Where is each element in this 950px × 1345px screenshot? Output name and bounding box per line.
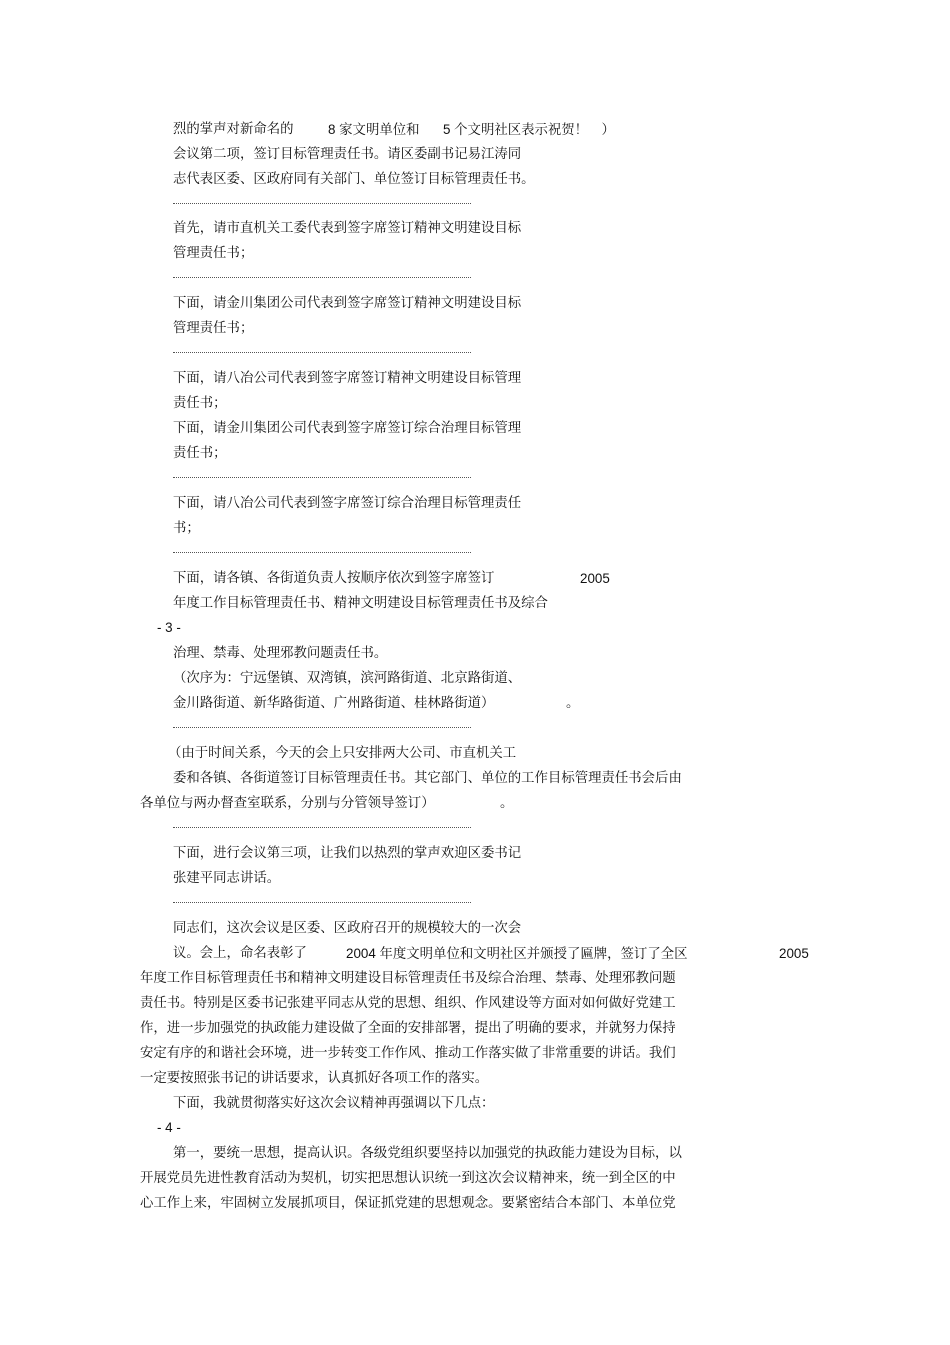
text-line: 下面，请八冶公司代表到签字席签订精神文明建设目标管理 <box>173 371 522 386</box>
page-number: - 3 - <box>157 620 181 635</box>
text-line: 志代表区委、区政府同有关部门、单位签订目标管理责任书。 <box>173 172 535 187</box>
dotted-separator <box>173 352 471 353</box>
text-line: 委和各镇、各街道签订目标管理责任书。其它部门、单位的工作目标管理责任书会后由 <box>173 771 682 786</box>
page-number: - 4 - <box>157 1120 181 1135</box>
text-line: 心工作上来，牢固树立发展抓项目，保证抓党建的思想观念。要紧密结合本部门、本单位党 <box>140 1196 676 1211</box>
text-line: 下面，请八冶公司代表到签字席签订综合治理目标管理责任 <box>173 496 522 511</box>
text-line: 下面，请各镇、各街道负责人按顺序依次到签字席签订 <box>173 571 495 586</box>
text-line: 治理、禁毒、处理邪教问题责任书。 <box>173 646 388 661</box>
text-line: 书； <box>173 521 200 536</box>
text-line: 年度工作目标管理责任书和精神文明建设目标管理责任书及综合治理、禁毒、处理邪教问题 <box>140 971 676 986</box>
text-line: （由于时间关系，今天的会上只安排两大公司、市直机关工 <box>168 746 517 761</box>
text-line: 张建平同志讲话。 <box>173 871 281 886</box>
dotted-separator <box>173 827 471 828</box>
text-line: 安定有序的和谐社会环境，进一步转变工作作风、推动工作落实做了非常重要的讲话。我们 <box>140 1046 676 1061</box>
text-line: 2005 <box>580 571 610 586</box>
dotted-separator <box>173 727 471 728</box>
text-line: 责任书。特别是区委书记张建平同志从党的思想、组织、作风建设等方面对如何做好党建工 <box>140 996 676 1011</box>
text-line: 。 <box>500 796 514 811</box>
dotted-separator <box>173 277 471 278</box>
text-line: 会议第二项，签订目标管理责任书。请区委副书记易江涛同 <box>173 147 522 162</box>
dotted-separator <box>173 902 471 903</box>
text-line: 责任书； <box>173 396 227 411</box>
text-line: 管理责任书； <box>173 246 254 261</box>
dotted-separator <box>173 552 471 553</box>
text-line: 首先，请市直机关工委代表到签字席签订精神文明建设目标 <box>173 221 522 236</box>
text-line: 下面，我就贯彻落实好这次会议精神再强调以下几点： <box>173 1096 495 1111</box>
text-line: 同志们，这次会议是区委、区政府召开的规模较大的一次会 <box>173 921 522 936</box>
text-line: 年度工作目标管理责任书、精神文明建设目标管理责任书及综合 <box>173 596 548 611</box>
text-line: 8 家文明单位和 <box>328 122 420 137</box>
text-line: 烈的掌声对新命名的 <box>173 122 294 137</box>
text-line: 作，进一步加强党的执政能力建设做了全面的安排部署，提出了明确的要求，并就努力保持 <box>140 1021 676 1036</box>
text-line: 。 <box>566 696 580 711</box>
text-line: 第一，要统一思想，提高认识。各级党组织要坚持以加强党的执政能力建设为目标，以 <box>173 1146 682 1161</box>
text-line: 管理责任书； <box>173 321 254 336</box>
dotted-separator <box>173 203 471 204</box>
text-line: 一定要按照张书记的讲话要求，认真抓好各项工作的落实。 <box>140 1071 489 1086</box>
text-line: 下面，请金川集团公司代表到签字席签订精神文明建设目标 <box>173 296 522 311</box>
text-line: 5 个文明社区表示祝贺！ ） <box>443 122 615 137</box>
text-line: 2005 <box>779 946 809 961</box>
dotted-separator <box>173 477 471 478</box>
text-line: 议。会上，命名表彰了 <box>173 946 307 961</box>
text-line: 责任书； <box>173 446 227 461</box>
text-line: 各单位与两办督查室联系，分别与分管领导签订） <box>140 796 435 811</box>
text-line: （次序为：宁远堡镇、双湾镇，滨河路街道、北京路街道、 <box>173 671 522 686</box>
text-line: 下面，请金川集团公司代表到签字席签订综合治理目标管理 <box>173 421 522 436</box>
text-line: 开展党员先进性教育活动为契机，切实把思想认识统一到这次会议精神来，统一到全区的中 <box>140 1171 676 1186</box>
text-line: 下面，进行会议第三项，让我们以热烈的掌声欢迎区委书记 <box>173 846 522 861</box>
text-line: 金川路街道、新华路街道、广州路街道、桂林路街道） <box>173 696 495 711</box>
text-line: 2004 年度文明单位和文明社区并颁授了匾牌，签订了全区 <box>346 946 688 961</box>
